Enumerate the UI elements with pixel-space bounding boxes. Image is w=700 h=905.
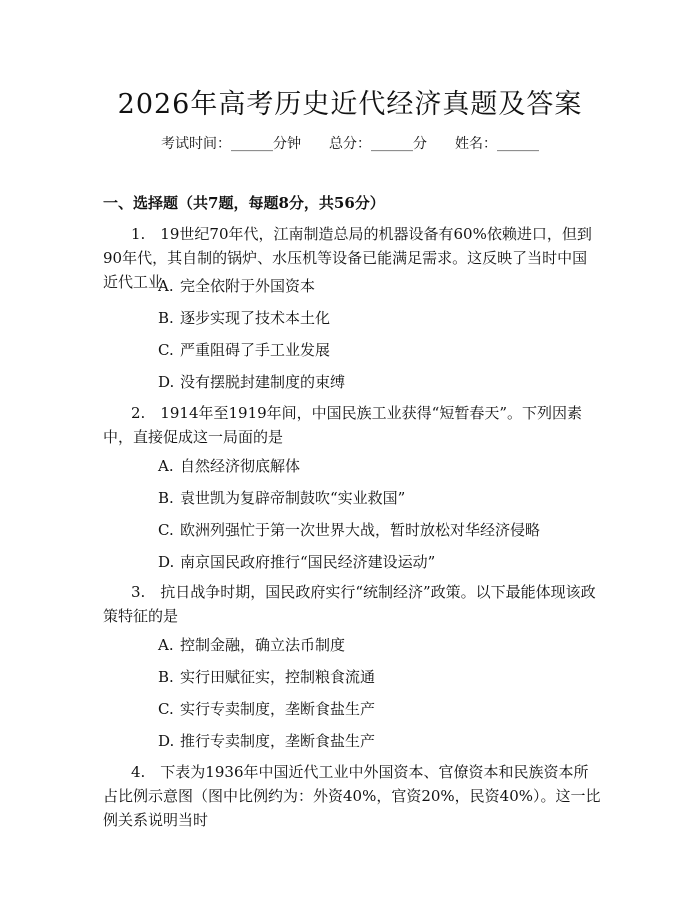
section-heading: 一、选择题（共7题，每题8分，共56分）	[103, 194, 385, 212]
question-3-option-a	[158, 634, 345, 655]
question-2-option-b	[158, 487, 405, 508]
option-text: 逐步实现了技术本土化	[180, 309, 331, 327]
option-letter: B.	[158, 489, 174, 507]
option-letter: C.	[158, 521, 174, 539]
question-2-option-a	[158, 455, 300, 476]
option-text: 没有摆脱封建制度的束缚	[180, 373, 346, 391]
option-text: 控制金融，确立法币制度	[180, 636, 346, 654]
question-3-option-c	[158, 698, 375, 719]
option-text: 自然经济彻底解体	[180, 457, 301, 475]
question-2: 2. 1914年至1919年间，中国民族工业获得“短暂春天”。下列因素中，直接促成这一局面的是	[103, 404, 582, 446]
question-3-option-b	[158, 666, 375, 687]
question-3-option-d	[158, 730, 375, 751]
option-letter: A.	[158, 277, 174, 295]
option-letter: B.	[158, 668, 174, 686]
question-3: 3. 抗日战争时期，国民政府实行“统制经济”政策。以下最能体现该政策特征的是	[103, 583, 596, 625]
option-text: 袁世凯为复辟帝制鼓吹“实业救国”	[180, 489, 406, 507]
option-letter: C.	[158, 341, 174, 359]
student-name: 姓名：______	[455, 136, 539, 152]
option-letter: D.	[158, 553, 175, 571]
option-text: 欧洲列强忙于第一次世界大战，暂时放松对华经济侵略	[180, 521, 541, 539]
question-4: 4. 下表为1936年中国近代工业中外国资本、官僚资本和民族资本所占比例示意图（图中比例约为：外资40%，官资20%，民资40%）。这一比例关系说明当时	[103, 763, 601, 829]
question-2-option-c	[158, 519, 540, 540]
option-text: 实行专卖制度，垄断食盐生产	[180, 700, 376, 718]
option-letter: A.	[158, 457, 174, 475]
option-text: 推行专卖制度，垄断食盐生产	[180, 732, 376, 750]
option-text: 严重阻碍了手工业发展	[180, 341, 331, 359]
option-text: 完全依附于外国资本	[180, 277, 316, 295]
option-letter: C.	[158, 700, 174, 718]
option-letter: B.	[158, 309, 174, 327]
exam-info	[0, 133, 700, 153]
question-1-option-d	[158, 371, 345, 392]
option-letter: A.	[158, 636, 174, 654]
option-text: 实行田赋征实，控制粮食流通	[180, 668, 376, 686]
question-1: 1. 19世纪70年代，江南制造总局的机器设备有60%依赖进口，但到90年代，其自制的锅炉、水压机等设备已能满足需求。这反映了当时中国近代工业	[103, 225, 592, 291]
exam-time: 考试时间：______分钟	[161, 136, 301, 152]
page-title: 2026年高考历史近代经济真题及答案	[117, 89, 583, 120]
option-letter: D.	[158, 373, 175, 391]
question-1-option-b	[158, 307, 330, 328]
option-letter: D.	[158, 732, 175, 750]
question-1-option-a	[158, 275, 315, 296]
total-score: 总分：______分	[329, 136, 427, 152]
question-2-option-d	[158, 551, 435, 572]
option-text: 南京国民政府推行“国民经济建设运动”	[180, 553, 436, 571]
question-1-option-c	[158, 339, 330, 360]
